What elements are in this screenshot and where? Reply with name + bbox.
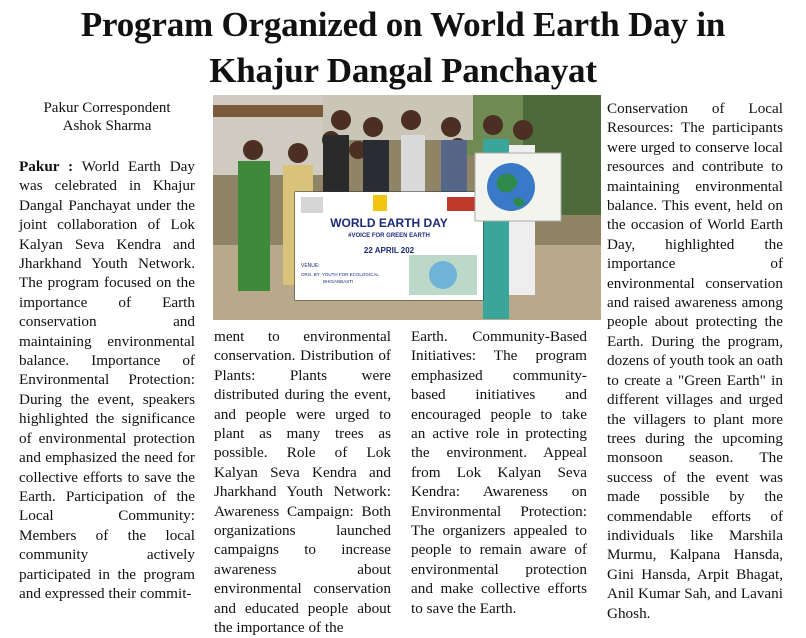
globe-sign [475,153,561,221]
banner-org: ORG. BY: YOUTH FOR ECOLOGICAL [301,272,379,277]
column-3-body: Earth. Community-Based Initiatives: The program emphasized community-based initiatives and encouraged people to take an active role in protecting the environment. Appeal from Lok Kalyan Seva Kendra: Awareness on Environmental Protection: The organizers appealed to people to remain aware of environmental protection and make collective efforts to save the Earth. [411,328,587,617]
byline-role: Pakur Correspondent [43,100,171,116]
banner-venue: VENUE: [301,263,320,269]
banner-title: WORLD EARTH DAY [330,216,448,230]
byline-author: Ashok Sharma [62,118,152,134]
dateline: Pakur : [19,158,74,175]
group-photo-illustration [213,95,601,320]
column-4-body: Conservation of Local Resources: The participants were urged to conserve local resources and contribute to maintaining environmental balance. This event, held on the occasion of World Earth Day, highlighted the importance of environmental conservation and raised awareness among people about protecting the Earth. During the program, dozens of youth took an oath to create a "Green Earth" in different villages and urged the villagers to plant more trees during the upcoming monsoon season. The success of the event was made possible by the commendable efforts of individuals like Marshila Murmu, Kalpana Hansda, Gini Hansda, Arpit Bhagat, Anil Kumar Sah, and Lavani Ghosh. [607,100,783,622]
banner-subtitle: #VOICE FOR GREEN EARTH [348,233,430,239]
column-1-body: World Earth Day was celebrated in Khajur Dangal Panchayat under the joint collaboration of Lok Kalyan Seva Kendra and Jharkhand Youth Network. The program focused on the importance of Earth conservation and maintaining environmental balance. Importance of Environmental Protection: During the event, speakers highlighted the significance of environmental protection and emphasized the need for collective efforts to save the Earth. Participation of the Local Community: Members of the local community actively participated in the program and expressed their commit- [19,158,195,602]
column-1 [19,99,195,603]
headline-line-2: Khajur Dangal Panchayat [209,51,597,90]
column-3 [411,327,587,618]
headline-line-1: Program Organized on World Earth Day in [80,5,726,44]
banner-date: 22 APRIL 202 [363,246,415,255]
column-4 [607,99,783,623]
column-1-text [19,157,195,603]
headline [0,2,806,94]
banner-place: BHIGANBASTI [323,279,354,284]
byline [19,99,195,135]
event-banner [295,192,483,300]
column-2-body: ment to environmental conservation. Distribution of Plants: Plants were distributed during the event, and people were urged to plant as many trees as possible. Role of Lok Kalyan Seva Kendra and Jharkhand Youth Network: Awareness Campaign: Both organizations launched campaigns to increase awareness about environmental conservation and educated people about the importance of the [214,328,391,637]
event-photo [213,95,601,320]
column-2 [214,327,391,638]
